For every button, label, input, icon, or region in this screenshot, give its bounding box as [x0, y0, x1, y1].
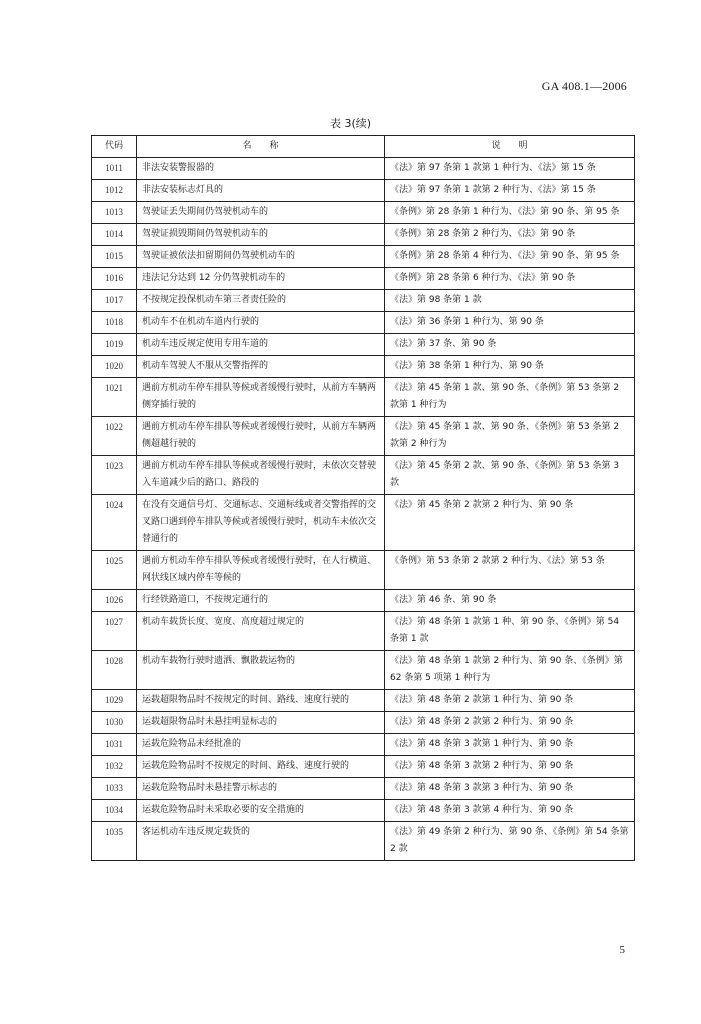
row-description: 《条例》第 28 条第 1 种行为、《法》第 90 条、第 95 条 [385, 202, 635, 224]
violation-code-table [91, 135, 635, 861]
table-row [92, 312, 635, 334]
row-description: 《法》第 48 条第 3 款第 2 种行为、第 90 条 [385, 756, 635, 778]
table-header-row [92, 136, 635, 158]
row-name: 非法安装标志灯具的 [137, 180, 385, 202]
row-description: 《法》第 48 条第 2 款第 1 种行为、第 90 条 [385, 690, 635, 712]
row-description: 《法》第 48 条第 1 款第 2 种行为、第 90 条、《条例》第 62 条第 5 项第 1 种行为 [385, 651, 635, 690]
row-name: 机动车载物行驶时遗洒、飘散载运物的 [137, 651, 385, 690]
row-description: 《法》第 48 条第 3 款第 3 种行为、第 90 条 [385, 778, 635, 800]
row-description: 《条例》第 53 条第 2 款第 2 种行为、《法》第 53 条 [385, 551, 635, 590]
table-row [92, 822, 635, 861]
table-row [92, 246, 635, 268]
row-code: 1035 [92, 822, 137, 861]
row-name: 机动车载货长度、宽度、高度超过规定的 [137, 612, 385, 651]
table-row [92, 590, 635, 612]
row-description: 《法》第 49 条第 2 种行为、第 90 条、《条例》第 54 条第 2 款 [385, 822, 635, 861]
row-name: 机动车违反规定使用专用车道的 [137, 334, 385, 356]
row-name: 运载危险物品时未悬挂警示标志的 [137, 778, 385, 800]
table-row [92, 756, 635, 778]
row-name: 在没有交通信号灯、交通标志、交通标线或者交警指挥的交叉路口遇到停车排队等候或者缓慢行驶时，机动车未依次交替通行的 [137, 495, 385, 551]
row-name: 不按规定投保机动车第三者责任险的 [137, 290, 385, 312]
row-code: 1021 [92, 378, 137, 417]
row-name: 遇前方机动车停车排队等候或者缓慢行驶时，从前方车辆两侧超越行驶的 [137, 417, 385, 456]
table-row [92, 712, 635, 734]
row-code: 1034 [92, 800, 137, 822]
row-description: 《法》第 97 条第 1 款第 2 种行为、《法》第 15 条 [385, 180, 635, 202]
row-code: 1016 [92, 268, 137, 290]
row-description: 《法》第 97 条第 1 款第 1 种行为、《法》第 15 条 [385, 158, 635, 180]
row-code: 1015 [92, 246, 137, 268]
table-row [92, 800, 635, 822]
table-row [92, 456, 635, 495]
row-name: 客运机动车违反规定载货的 [137, 822, 385, 861]
row-name: 遇前方机动车停车排队等候或者缓慢行驶时，在人行横道、网状线区域内停车等候的 [137, 551, 385, 590]
row-description: 《法》第 48 条第 3 款第 1 种行为、第 90 条 [385, 734, 635, 756]
column-header-name: 名 称 [137, 136, 385, 158]
row-description: 《条例》第 28 条第 2 种行为、《法》第 90 条 [385, 224, 635, 246]
row-name: 非法安装警报器的 [137, 158, 385, 180]
row-description: 《法》第 48 条第 1 款第 1 种、第 90 条、《条例》第 54 条第 1 款 [385, 612, 635, 651]
row-description: 《法》第 45 条第 2 款、第 90 条、《条例》第 53 条第 3 款 [385, 456, 635, 495]
row-name: 驾驶证丢失期间仍驾驶机动车的 [137, 202, 385, 224]
row-code: 1025 [92, 551, 137, 590]
table-row [92, 690, 635, 712]
row-name: 运载超限物品时不按规定的时间、路线、速度行驶的 [137, 690, 385, 712]
table-row [92, 268, 635, 290]
row-name: 机动车驾驶人不服从交警指挥的 [137, 356, 385, 378]
table-row [92, 734, 635, 756]
table-row [92, 417, 635, 456]
table-row [92, 334, 635, 356]
column-header-description: 说 明 [385, 136, 635, 158]
table-row [92, 778, 635, 800]
row-name: 运载超限物品时未悬挂明显标志的 [137, 712, 385, 734]
row-name: 驾驶证被依法扣留期间仍驾驶机动车的 [137, 246, 385, 268]
column-header-code: 代码 [92, 136, 137, 158]
row-description: 《法》第 48 条第 3 款第 4 种行为、第 90 条 [385, 800, 635, 822]
row-code: 1023 [92, 456, 137, 495]
row-code: 1026 [92, 590, 137, 612]
row-description: 《法》第 45 条第 1 款、第 90 条、《条例》第 53 条第 2 款第 2 种行为 [385, 417, 635, 456]
row-code: 1022 [92, 417, 137, 456]
row-code: 1032 [92, 756, 137, 778]
row-name: 行经铁路道口，不按规定通行的 [137, 590, 385, 612]
row-code: 1028 [92, 651, 137, 690]
row-code: 1013 [92, 202, 137, 224]
row-name: 运载危险物品未经批准的 [137, 734, 385, 756]
row-code: 1012 [92, 180, 137, 202]
table-row [92, 224, 635, 246]
row-description: 《法》第 38 条第 1 种行为、第 90 条 [385, 356, 635, 378]
row-name: 运载危险物品时不按规定的时间、路线、速度行驶的 [137, 756, 385, 778]
row-description: 《条例》第 28 条第 6 种行为、《法》第 90 条 [385, 268, 635, 290]
row-code: 1027 [92, 612, 137, 651]
table-row [92, 495, 635, 551]
row-name: 违法记分达到 12 分仍驾驶机动车的 [137, 268, 385, 290]
row-name: 驾驶证损毁期间仍驾驶机动车的 [137, 224, 385, 246]
row-description: 《法》第 45 条第 1 款、第 90 条、《条例》第 53 条第 2 款第 1 种行为 [385, 378, 635, 417]
row-code: 1014 [92, 224, 137, 246]
row-description: 《条例》第 28 条第 4 种行为、《法》第 90 条、第 95 条 [385, 246, 635, 268]
row-name: 机动车不在机动车道内行驶的 [137, 312, 385, 334]
table-caption: 表 3(续) [329, 117, 372, 130]
row-name: 遇前方机动车停车排队等候或者缓慢行驶时，从前方车辆两侧穿插行驶的 [137, 378, 385, 417]
row-description: 《法》第 98 条第 1 款 [385, 290, 635, 312]
table-row [92, 290, 635, 312]
row-code: 1029 [92, 690, 137, 712]
row-code: 1024 [92, 495, 137, 551]
row-code: 1018 [92, 312, 137, 334]
row-description: 《法》第 45 条第 2 款第 2 种行为、第 90 条 [385, 495, 635, 551]
row-code: 1019 [92, 334, 137, 356]
page-number: 5 [619, 944, 625, 956]
table-row [92, 180, 635, 202]
table-row [92, 158, 635, 180]
row-name: 运载危险物品时未采取必要的安全措施的 [137, 800, 385, 822]
table-row [92, 202, 635, 224]
table-row [92, 612, 635, 651]
row-code: 1017 [92, 290, 137, 312]
row-code: 1031 [92, 734, 137, 756]
row-code: 1011 [92, 158, 137, 180]
row-description: 《法》第 37 条、第 90 条 [385, 334, 635, 356]
table-row [92, 551, 635, 590]
table-row [92, 651, 635, 690]
row-code: 1020 [92, 356, 137, 378]
row-description: 《法》第 36 条第 1 种行为、第 90 条 [385, 312, 635, 334]
row-code: 1030 [92, 712, 137, 734]
row-code: 1033 [92, 778, 137, 800]
row-description: 《法》第 48 条第 2 款第 2 种行为、第 90 条 [385, 712, 635, 734]
standard-number: GA 408.1—2006 [541, 79, 627, 93]
row-name: 遇前方机动车停车排队等候或者缓慢行驶时，未依次交替驶入车道减少后的路口、路段的 [137, 456, 385, 495]
row-description: 《法》第 46 条、第 90 条 [385, 590, 635, 612]
table-row [92, 356, 635, 378]
table-row [92, 378, 635, 417]
